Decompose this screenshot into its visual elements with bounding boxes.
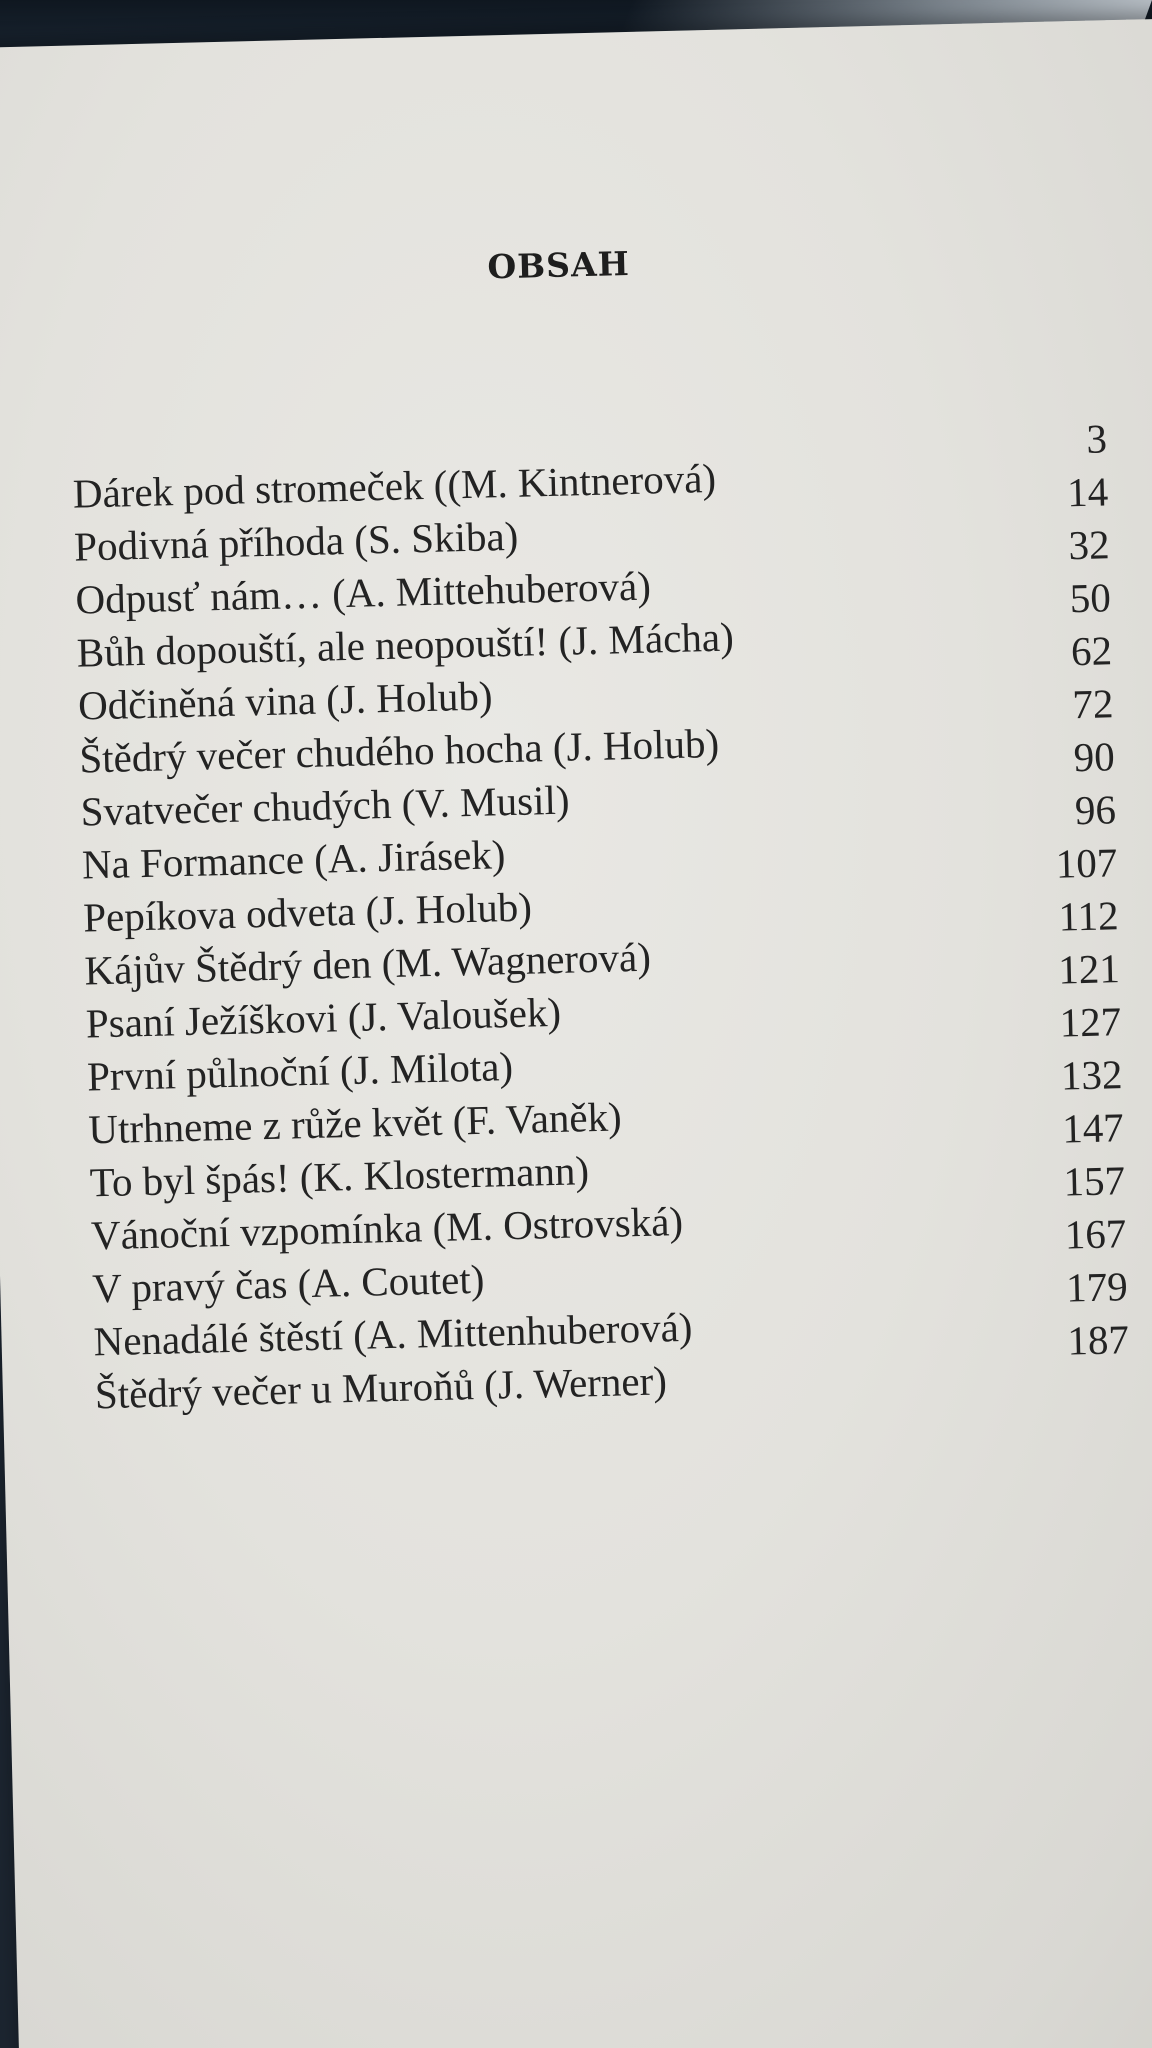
toc-entry-page: 107: [1055, 839, 1118, 887]
toc-entry-title: V pravý čas (A. Coutet): [91, 1255, 485, 1312]
toc-entry-title: Pepíkova odveta (J. Holub): [82, 883, 533, 941]
toc-entry-page: 112: [1058, 892, 1120, 940]
toc-entry-page: 3: [1085, 415, 1108, 462]
toc-entry-title: Odčiněná vina (J. Holub): [77, 672, 493, 729]
page-title: OBSAH: [487, 243, 631, 287]
toc-entry-page: 50: [1069, 574, 1112, 622]
toc-entry-title: Bůh dopouští, ale neopouští! (J. Mácha): [76, 613, 735, 676]
toc-entry-title: Nenadálé štěstí (A. Mittenhuberová): [93, 1303, 693, 1365]
toc-entry-page: 167: [1064, 1210, 1127, 1258]
table-of-contents: [72, 415, 1130, 1418]
toc-entry-title: Odpusť nám… (A. Mittehuberová): [74, 562, 652, 623]
book-page: [0, 17, 1152, 2048]
toc-entry-page: 132: [1060, 1051, 1123, 1099]
toc-entry-title: Štědrý večer chudého hocha (J. Holub): [78, 719, 720, 782]
toc-entry-page: 157: [1062, 1157, 1126, 1205]
toc-entry-title: Psaní Ježíškovi (J. Valoušek): [85, 988, 562, 1047]
toc-entry-page: 72: [1071, 680, 1114, 728]
toc-entry-title: Svatvečer chudých (V. Musil): [80, 776, 570, 835]
toc-entry-page: 90: [1073, 733, 1116, 781]
toc-entry-page: 14: [1066, 468, 1109, 516]
toc-entry-page: 121: [1057, 945, 1121, 993]
toc-entry-page: 62: [1070, 627, 1113, 675]
toc-entry-page: 147: [1061, 1104, 1125, 1152]
toc-entry-page: 127: [1059, 998, 1122, 1046]
toc-entry-title: Kájův Štědrý den (M. Wagnerová): [84, 933, 652, 994]
toc-entry-title: Dárek pod stromeček ((M. Kintnerová): [72, 454, 717, 517]
toc-entry-page: 96: [1074, 786, 1117, 834]
toc-entry-page: 179: [1065, 1263, 1129, 1311]
toc-entry-title: Utrhneme z růže květ (F. Vaněk): [87, 1093, 623, 1153]
toc-entry-title: První půlnoční (J. Milota): [86, 1043, 514, 1100]
toc-entry-title: Vánoční vzpomínka (M. Ostrovská): [90, 1197, 684, 1259]
toc-entry-page: 32: [1067, 521, 1111, 569]
toc-entry-title: Podivná příhoda (S. Skiba): [73, 512, 519, 570]
toc-entry-page: 187: [1066, 1316, 1130, 1364]
toc-entry-title: Na Formance (A. Jirásek): [81, 831, 506, 888]
toc-entry-title: To byl špás! (K. Klostermann): [89, 1147, 590, 1206]
toc-entry-title: Štědrý večer u Muroňů (J. Werner): [94, 1357, 668, 1418]
